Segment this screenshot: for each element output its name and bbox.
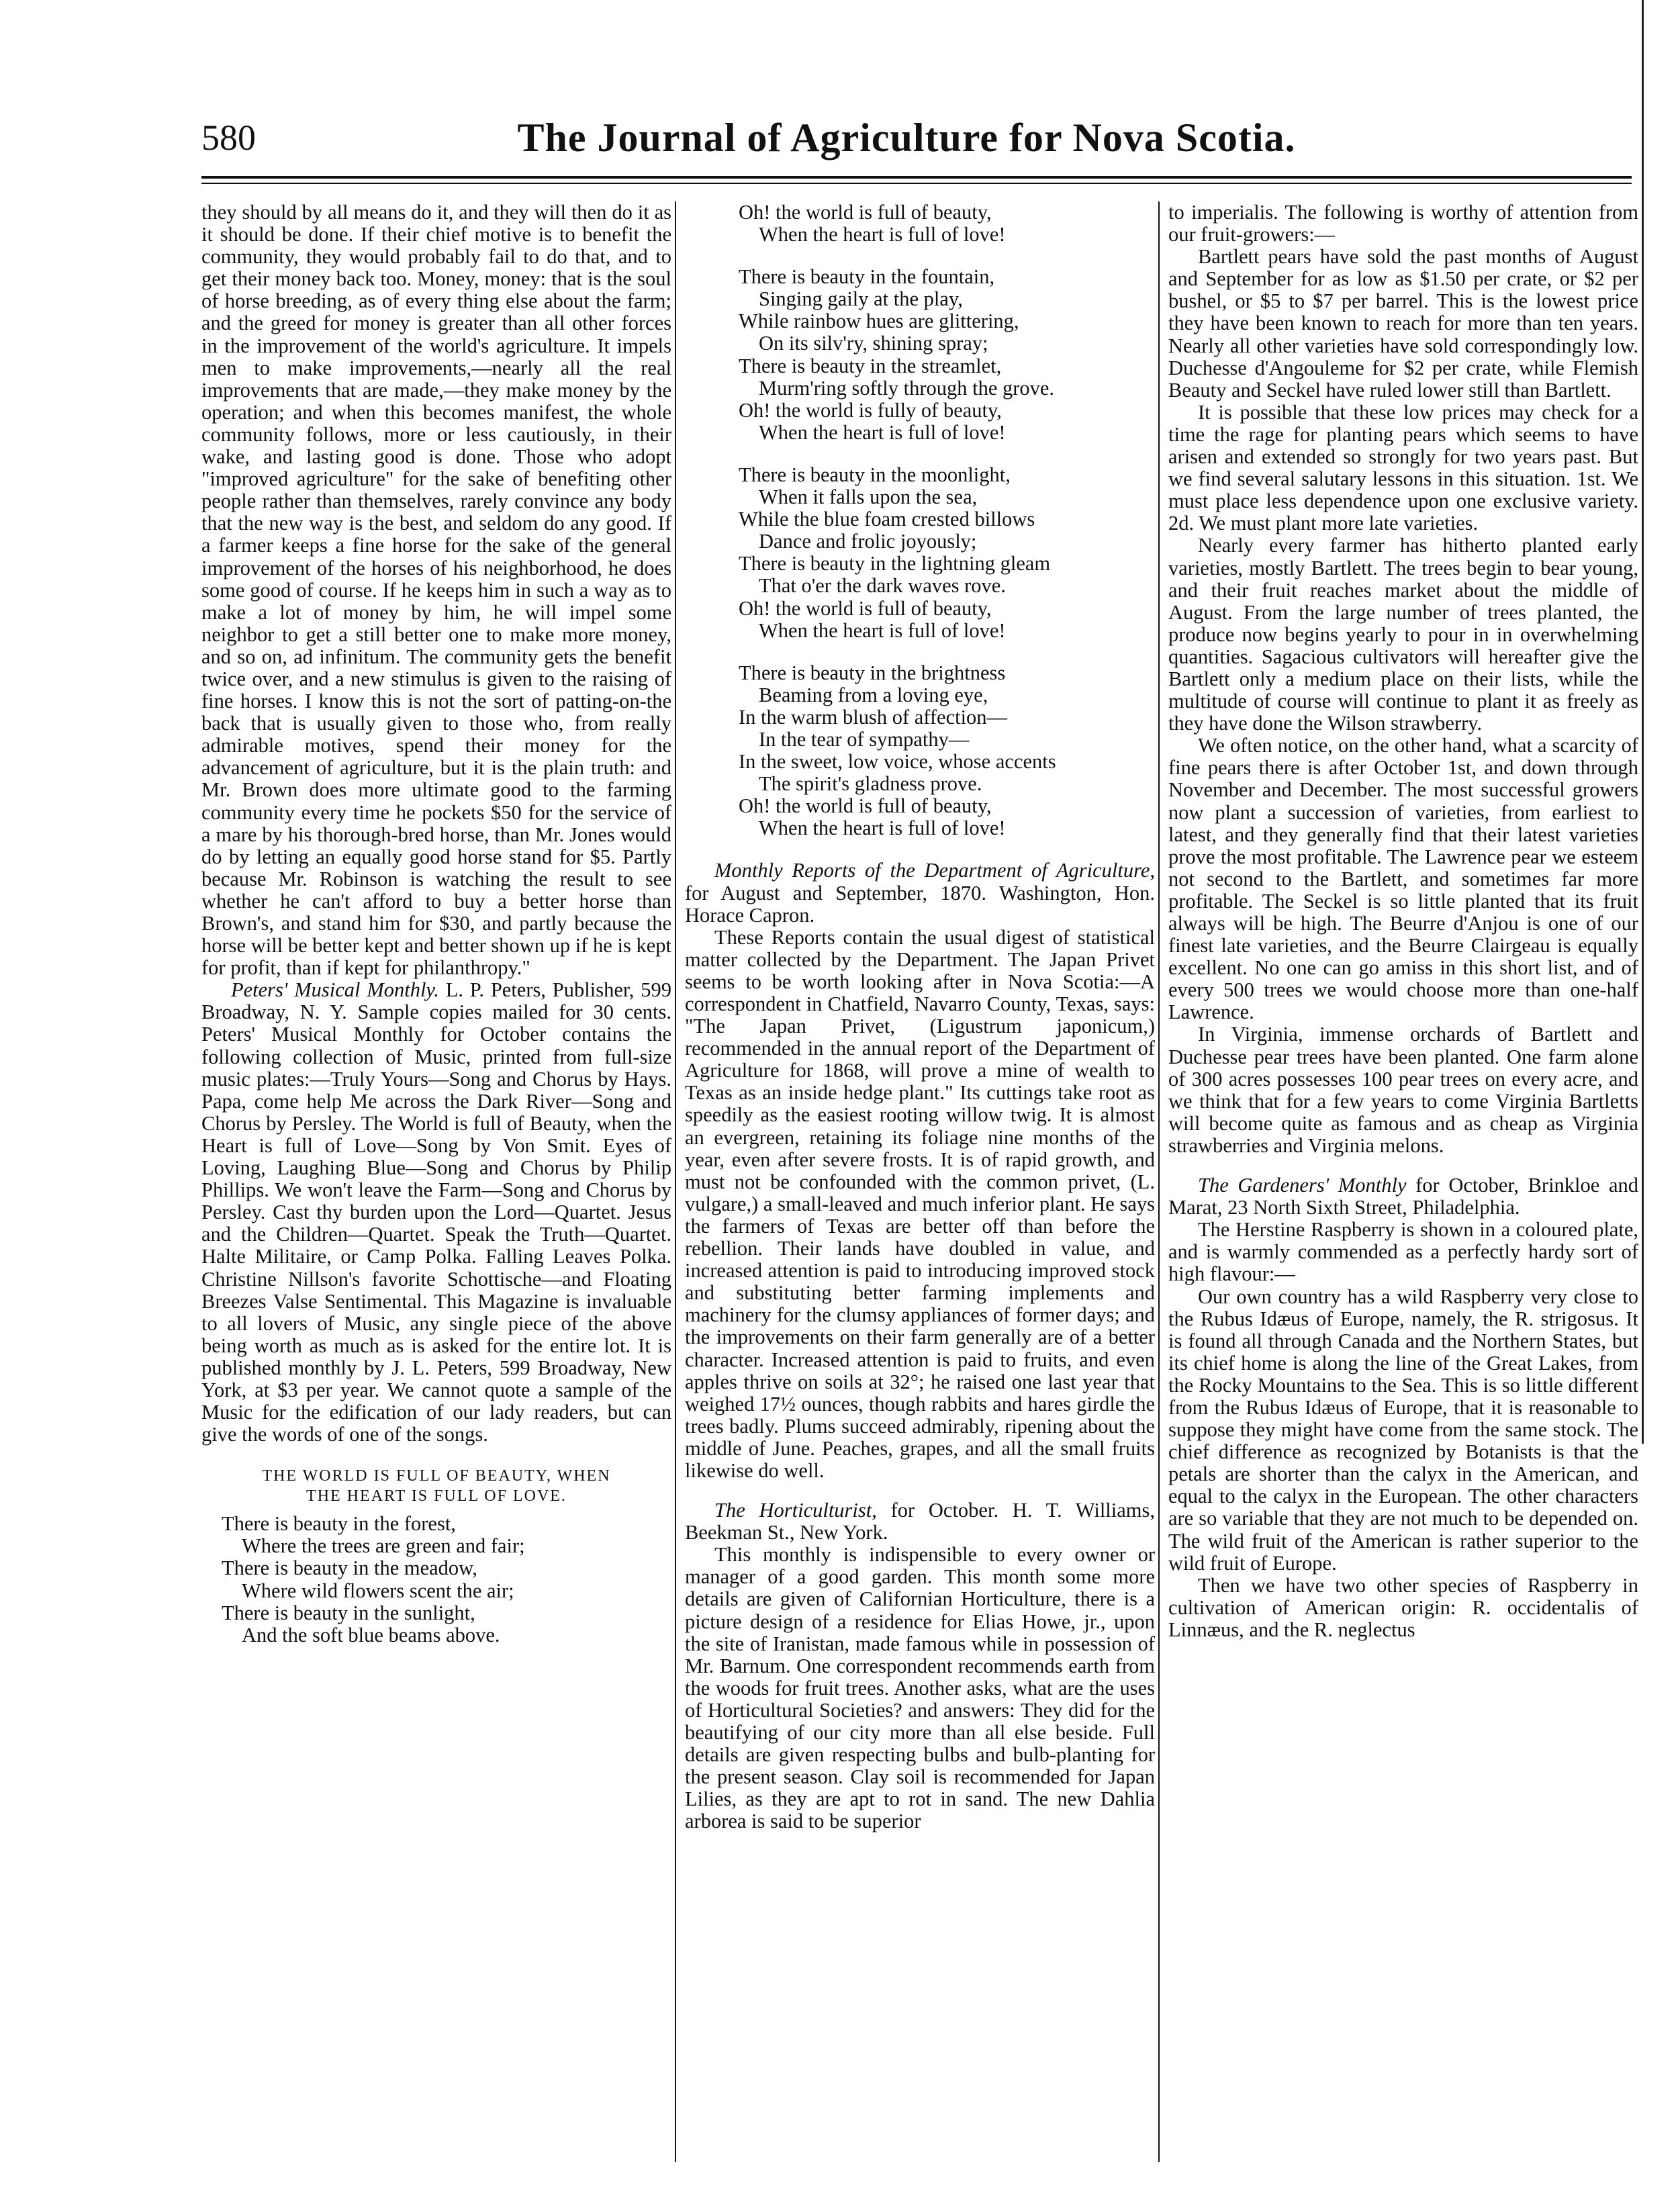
- page-edge-line: [1642, 0, 1644, 1444]
- paragraph: they should by all means do it, and they will then do it as it should be done. If their chief motive is to benefit the community, they would probably fail to do that, and to get their money back too. Money, money: that is the soul of horse breeding, as of every thing else about the farm; and the greed for money is greater than all other forces in the improvement of the world's agriculture. It impels men to make improvements,—nearly all the real improvements that are made,—they make money by the operation; and when this becomes manifest, the whole community follows, more or less cautiously, in their wake, and lasting good is done. Those who adopt "improved agriculture" for the sake of benefiting other people rather than themselves, rarely convince any body that the new way is the best, and seldom do any good. If a farmer keeps a fine horse for the sake of the general improvement of the horses of his neighborhood, he does some good of course. If he keeps him in such a way as to make a lot of money by him, he will impel some neighbor to get a still better one to make more money, and so on, ad infinitum. The community gets the benefit twice over, and a new stimulus is given to the raising of fine horses. I know this is not the sort of patting-on-the back that is usually given to those who, from really admirable motives, spend their money for the advancement of agriculture, but it is the plain truth: and Mr. Brown does more ultimate good to the farming community every time he pockets $50 for the service of a mare by his thorough-bred horse, than Mr. Jones would do by letting an equally good horse stand for $5. Partly because Mr. Robinson is watching the result to see whether he can't afford to buy a better horse than Brown's, and stand him for $30, and partly because the horse will be better kept and better shown up if he is kept for profit, than if kept for philanthropy.": [201, 201, 671, 980]
- verse-line: Oh! the world is full of beauty,: [739, 794, 992, 818]
- verse-line: The spirit's gladness prove.: [759, 772, 982, 796]
- verse-line: There is beauty in the lightning gleam: [739, 552, 1051, 575]
- verse-line: In the warm blush of affection—: [739, 705, 1008, 729]
- verse-line: When the heart is full of love!: [759, 420, 1006, 444]
- header-rule: [201, 176, 1632, 179]
- column-divider: [675, 201, 676, 2162]
- verse-line: Oh! the world is full of beauty,: [739, 201, 992, 224]
- paragraph: In Virginia, immense orchards of Bartlett and Duchesse pear trees have been planted. One farm alone of 300 acres possesses 100 pear trees on every acre, and we think that for a few years to come Virginia Bartletts will become quite as famous and as cheap as Virginia strawberries and Virginia melons.: [1168, 1023, 1638, 1157]
- verse-line: Beaming from a loving eye,: [759, 683, 988, 706]
- verse-line: There is beauty in the sunlight,: [222, 1601, 475, 1624]
- verse-line: When it falls upon the sea,: [759, 485, 978, 509]
- verse-line: Oh! the world is full of beauty,: [739, 596, 992, 620]
- header-rule-thin: [201, 183, 1632, 184]
- verse-line: In the sweet, low voice, whose accents: [739, 750, 1056, 774]
- verse-line: When the heart is full of love!: [759, 618, 1006, 642]
- verse-line: There is beauty in the moonlight,: [739, 463, 1011, 486]
- verse-line: Where the trees are green and fair;: [242, 1534, 525, 1558]
- verse-line: While the blue foam crested billows: [739, 508, 1035, 531]
- poem-title: [201, 1466, 671, 1506]
- poem-stanza: [685, 662, 1155, 840]
- column-3: [1168, 201, 1638, 2176]
- verse-line: Oh! the world is fully of beauty,: [739, 398, 1002, 422]
- paragraph: We often notice, on the other hand, what a scarcity of fine pears there is after October 1st, and down through November and December. The most successful growers now plant a succession of varieties, from earliest to latest, and they generally find that their latest varieties prove the most profitable. The Lawrence pear we esteem not second to the Bartlett, and sometimes far more profitable. The Seckel is so little planted that its fruit always will be high. The Beurre d'Anjou is one of our finest late varieties, and the Beurre Clairgeau is equally excellent. No one can go amiss in this short list, and of every 500 trees we would choose more than one-half Lawrence.: [1168, 734, 1638, 1024]
- paragraph: Bartlett pears have sold the past months of August and September for as low as $1.50 per crate, or $2 per bushel, or $5 to $7 per barrel. This is the lowest price they have been known to reach for more than ten years. Nearly all other varieties have sold correspondingly low. Duchesse d'Angouleme for $2 per crate, while Flemish Beauty and Seckel have ruled lower still than Bartlett.: [1168, 245, 1638, 402]
- item-title: Monthly Reports of the Department of Agriculture,: [714, 859, 1155, 882]
- item-body: for August and September, 1870. Washington, Hon. Horace Capron.: [685, 881, 1155, 927]
- column-1: [201, 201, 671, 2176]
- verse-line: Singing gaily at the play,: [759, 287, 963, 311]
- verse-line: Murm'ring softly through the grove.: [759, 376, 1055, 400]
- paragraph: [1168, 1174, 1638, 1219]
- item-title: Peters' Musical Monthly.: [231, 978, 439, 1002]
- item-title: The Gardeners' Monthly: [1198, 1174, 1407, 1197]
- verse-line: There is beauty in the fountain,: [739, 265, 995, 289]
- item-body: L. P. Peters, Publisher, 599 Broadway, N. Y. Sample copies mailed for 30 cents. Peters' Musical Monthly for October contains the following collection of Music, printed from full-size music plates:—Truly Yours—Song and Chorus by Hays. Papa, come help Me across the Dark River—Song and Chorus by Persley. The World is full of Beauty, when the Heart is full of Love—Song by Von Smit. Eyes of Loving, Laughing Blue—Song and Chorus by Philip Phillips. We won't leave the Farm—Song and Chorus by Persley. Cast thy burden upon the Lord—Quartet. Jesus and the Children—Quartet. Speak the Truth—Quartet. Halte Militaire, or Camp Polka. Falling Leaves Polka. Christine Nillson's favorite Schottische—and Floating Breezes Valse Sentimental. This Magazine is invaluable to all lovers of Music, any single piece of the above being worth as much as is asked for the entire lot. It is published monthly by J. L. Peters, 599 Broadway, New York, at $3 per year. We cannot quote a sample of the Music for the edification of our lady readers, but can give the words of one of the songs.: [201, 978, 671, 1446]
- page-header: [201, 107, 1612, 168]
- verse-line: On its silv'ry, shining spray;: [759, 332, 988, 355]
- column-2: [685, 201, 1155, 2176]
- item-title: The Horticulturist,: [714, 1499, 877, 1522]
- paragraph: [685, 859, 1155, 926]
- verse-line: There is beauty in the streamlet,: [739, 354, 1002, 377]
- poem-title-line: THE WORLD IS FULL OF BEAUTY, WHEN: [262, 1467, 611, 1485]
- verse-line: While rainbow hues are glittering,: [739, 310, 1019, 333]
- verse-line: There is beauty in the forest,: [222, 1512, 456, 1536]
- paragraph: These Reports contain the usual digest of statistical matter collected by the Department. The Japan Privet seems to be worth looking after in Nova Scotia:—A correspondent in Chatfield, Navarro County, Texas, says: "The Japan Privet, (Ligustrum japonicum,) recommended in the annual report of the Department of Agriculture for 1868, will prove a mine of wealth to Texas as an inside hedge plant." Its cuttings take root as speedily as the easiest rooting willow twig. It is almost an evergreen, retaining its foliage nine months of the year, even after severe frosts. It is of rapid growth, and must not be confounded with the common privet, (L. vulgare,) a small-leaved and much inferior plant. He says the farmers of Texas are better off than before the rebellion. Their lands have doubled in value, and increased attention is paid to introducing improved stock and substituting better farming implements and machinery for the clumsy appliances of former days; and the improvements on their farm generally are of a better character. Increased attention is paid to fruits, and even apples thrive on soils at 32°; he raised one last year that weighed 17½ ounces, though rabbits and hares girdle the trees badly. Plums succeed admirably, ripening about the middle of June. Peaches, grapes, and all the small fruits likewise do well.: [685, 925, 1155, 1482]
- verse-line: There is beauty in the meadow,: [222, 1556, 477, 1580]
- poem-stanza: [201, 1513, 671, 1646]
- paragraph: It is possible that these low prices may check for a time the rage for planting pears which seems to have arisen and extended so strongly for two years past. But we find several salutary lessons in this situation. 1st. We must place less dependence upon one exclusive variety. 2d. We must plant more late varieties.: [1168, 400, 1638, 535]
- verse-line: In the tear of sympathy—: [759, 727, 970, 751]
- poem-stanza: [685, 266, 1155, 444]
- verse-line: When the heart is full of love!: [759, 223, 1006, 246]
- paragraph: [685, 1499, 1155, 1544]
- column-divider: [1158, 201, 1160, 2162]
- poem-stanza: [685, 201, 1155, 246]
- verse-line: Where wild flowers scent the air;: [242, 1579, 514, 1602]
- paragraph: The Herstine Raspberry is shown in a coloured plate, and is warmly commended as a perfectly hardy sort of high flavour:—: [1168, 1218, 1638, 1286]
- paragraph: Our own country has a wild Raspberry very close to the Rubus Idæus of Europe, namely, the R. strigosus. It is found all through Canada and the Northern States, but its chief home is along the line of the Great Lakes, from the Rocky Mountains to the Sea. This is so little different from the Rubus Idæus of Europe, that it is reasonable to suppose they might have come from the same stock. The chief difference as recognized by Botanists is that the petals are shorter than the calyx in the American, and equal to the calyx in the European. The other characters are so variable that they are not much to be depended on. The wild fruit of the American is rather superior to the wild fruit of Europe.: [1168, 1285, 1638, 1575]
- verse-line: Dance and frolic joyously;: [759, 530, 977, 553]
- paragraph: Nearly every farmer has hitherto planted early varieties, mostly Bartlett. The trees begin to bear young, and their fruit reaches market about the middle of August. From the large number of trees planted, the produce now begins yearly to pour in in overwhelming quantities. Sagacious cultivators will hereafter give the Bartlett only a medium place on their lists, while the multitude of course will continue to plant it as freely as they have done the Wilson strawberry.: [1168, 534, 1638, 735]
- paragraph: Then we have two other species of Raspberry in cultivation of American origin: R. occidentalis of Linnæus, and the R. neglectus: [1168, 1573, 1638, 1641]
- paragraph: This monthly is indispensible to every owner or manager of a good garden. This month some more details are given of Californian Horticulture, there is a picture design of a residence for Elias Howe, jr., upon the site of Iranistan, made famous while in possession of Mr. Barnum. One correspondent recommends earth from the woods for fruit trees. Another asks, what are the uses of Horticultural Societies? and answers: They did for the beautifying of our city more than all else beside. Full details are given respecting bulbs and bulb-planting for the present season. Clay soil is recommended for Japan Lilies, as they are apt to rot in sand. The new Dahlia arborea is said to be superior: [685, 1543, 1155, 1833]
- poem-title-line: THE HEART IS FULL OF LOVE.: [306, 1487, 567, 1505]
- verse-line: That o'er the dark waves rove.: [759, 574, 1006, 598]
- verse-line: And the soft blue beams above.: [242, 1623, 500, 1646]
- journal-title: The Journal of Agriculture for Nova Scotia.: [517, 115, 1296, 160]
- poem-stanza: [685, 464, 1155, 642]
- verse-line: There is beauty in the brightness: [739, 661, 1006, 684]
- paragraph: to imperialis. The following is worthy of attention from our fruit-growers:—: [1168, 201, 1638, 246]
- verse-line: When the heart is full of love!: [759, 817, 1006, 840]
- page-number: 580: [201, 118, 256, 158]
- item-body: for October, Brinkloe and Marat, 23 North Sixth Street, Philadelphia.: [1168, 1174, 1638, 1219]
- item-body: for October. H. T. Williams, Beekman St., New York.: [685, 1499, 1155, 1544]
- paragraph: [201, 979, 671, 1446]
